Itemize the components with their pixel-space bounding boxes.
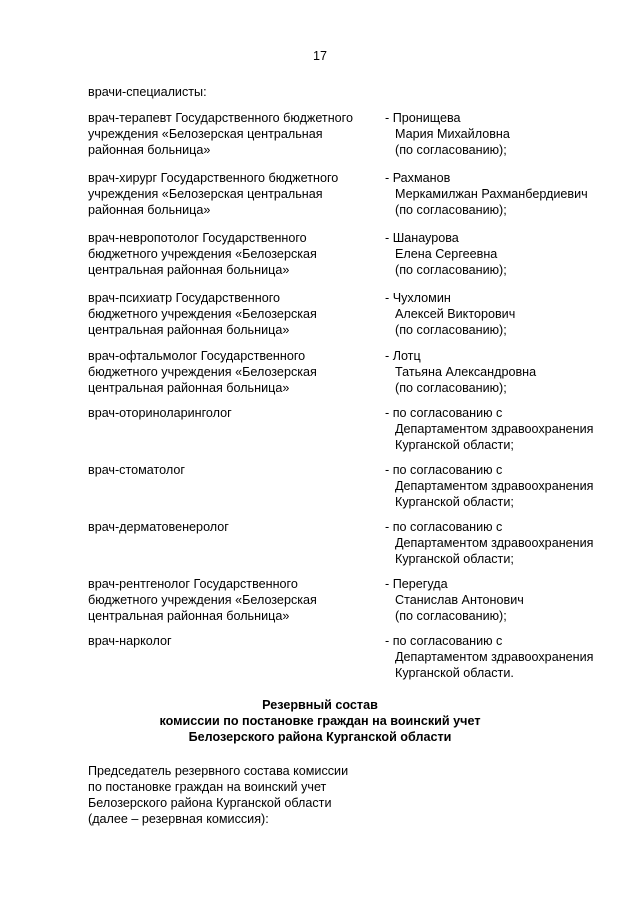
- assignee-line: Алексей Викторович: [395, 307, 516, 321]
- position-title: [88, 110, 383, 158]
- reserve-heading: [0, 697, 640, 745]
- assignee-line: Курганской области;: [395, 438, 514, 452]
- position-line: врач-психиатр Государственного: [88, 291, 281, 305]
- assignee-line: Курганской области;: [395, 552, 514, 566]
- assignee-line: - Чухломин: [385, 291, 451, 305]
- position-line: врач-стоматолог: [88, 463, 185, 477]
- assignee-line: (по согласованию);: [395, 323, 507, 337]
- position-line: центральная районная больница»: [88, 263, 290, 277]
- chair-paragraph: [88, 763, 388, 827]
- assignee: [385, 633, 625, 681]
- position-title: [88, 290, 383, 338]
- position-line: бюджетного учреждения «Белозерская: [88, 247, 317, 261]
- position-line: врач-офтальмолог Государственного: [88, 349, 306, 363]
- position-line: районная больница»: [88, 203, 211, 217]
- position-line: врач-невропотолог Государственного: [88, 231, 307, 245]
- position-line: бюджетного учреждения «Белозерская: [88, 307, 317, 321]
- assignee-line: Департаментом здравоохранения: [395, 422, 594, 436]
- assignee-line: - по согласованию с: [385, 463, 503, 477]
- page-number: 17: [312, 49, 327, 63]
- assignee: [385, 348, 625, 396]
- assignee-line: Департаментом здравоохранения: [395, 650, 594, 664]
- assignee: [385, 290, 625, 338]
- heading-line: комиссии по постановке граждан на воинский учет: [159, 714, 481, 728]
- assignee-line: Курганской области.: [395, 666, 514, 680]
- position-line: врач-оториноларинголог: [88, 406, 232, 420]
- position-line: врач-терапевт Государственного бюджетного: [88, 111, 353, 125]
- assignee-line: Татьяна Александровна: [395, 365, 537, 379]
- assignee-line: - Шанаурова: [385, 231, 459, 245]
- assignee-line: - по согласованию с: [385, 634, 503, 648]
- position-title: [88, 348, 383, 396]
- heading-line: Белозерского района Курганской области: [188, 730, 452, 744]
- position-line: учреждения «Белозерская центральная: [88, 127, 323, 141]
- position-line: районная больница»: [88, 143, 211, 157]
- position-title: [88, 230, 383, 278]
- assignee: [385, 230, 625, 278]
- assignee-line: Меркамилжан Рахманбердиевич: [395, 187, 588, 201]
- assignee-line: - Перегуда: [385, 577, 448, 591]
- assignee-line: - Рахманов: [385, 171, 451, 185]
- position-title: [88, 405, 383, 421]
- section-label: врачи-специалисты:: [88, 85, 207, 99]
- chair-line: Белозерского района Курганской области: [88, 796, 332, 810]
- assignee: [385, 576, 625, 624]
- assignee-line: - Пронищева: [385, 111, 461, 125]
- assignee-line: Курганской области;: [395, 495, 514, 509]
- assignee-line: Елена Сергеевна: [395, 247, 498, 261]
- position-line: центральная районная больница»: [88, 323, 290, 337]
- position-title: [88, 576, 383, 624]
- heading-line: Резервный состав: [262, 698, 378, 712]
- assignee-line: (по согласованию);: [395, 263, 507, 277]
- position-title: [88, 633, 383, 649]
- assignee-line: (по согласованию);: [395, 609, 507, 623]
- assignee-line: (по согласованию);: [395, 381, 507, 395]
- assignee: [385, 462, 625, 510]
- assignee-line: Станислав Антонович: [395, 593, 524, 607]
- position-title: [88, 462, 383, 478]
- chair-line: Председатель резервного состава комиссии: [88, 764, 349, 778]
- position-line: врач-рентгенолог Государственного: [88, 577, 298, 591]
- assignee: [385, 170, 625, 218]
- assignee-line: (по согласованию);: [395, 203, 507, 217]
- position-line: врач-нарколог: [88, 634, 172, 648]
- assignee: [385, 110, 625, 158]
- assignee-line: - по согласованию с: [385, 406, 503, 420]
- position-line: учреждения «Белозерская центральная: [88, 187, 323, 201]
- position-line: врач-хирург Государственного бюджетного: [88, 171, 339, 185]
- assignee-line: (по согласованию);: [395, 143, 507, 157]
- position-line: центральная районная больница»: [88, 381, 290, 395]
- assignee: [385, 519, 625, 567]
- assignee-line: Мария Михайловна: [395, 127, 510, 141]
- assignee-line: - Лотц: [385, 349, 421, 363]
- assignee: [385, 405, 625, 453]
- chair-line: по постановке граждан на воинский учет: [88, 780, 327, 794]
- assignee-line: Департаментом здравоохранения: [395, 479, 594, 493]
- position-line: центральная районная больница»: [88, 609, 290, 623]
- position-title: [88, 519, 383, 535]
- assignee-line: - по согласованию с: [385, 520, 503, 534]
- position-line: бюджетного учреждения «Белозерская: [88, 365, 317, 379]
- chair-line: (далее – резервная комиссия):: [88, 812, 269, 826]
- position-line: бюджетного учреждения «Белозерская: [88, 593, 317, 607]
- position-title: [88, 170, 383, 218]
- position-line: врач-дерматовенеролог: [88, 520, 229, 534]
- assignee-line: Департаментом здравоохранения: [395, 536, 594, 550]
